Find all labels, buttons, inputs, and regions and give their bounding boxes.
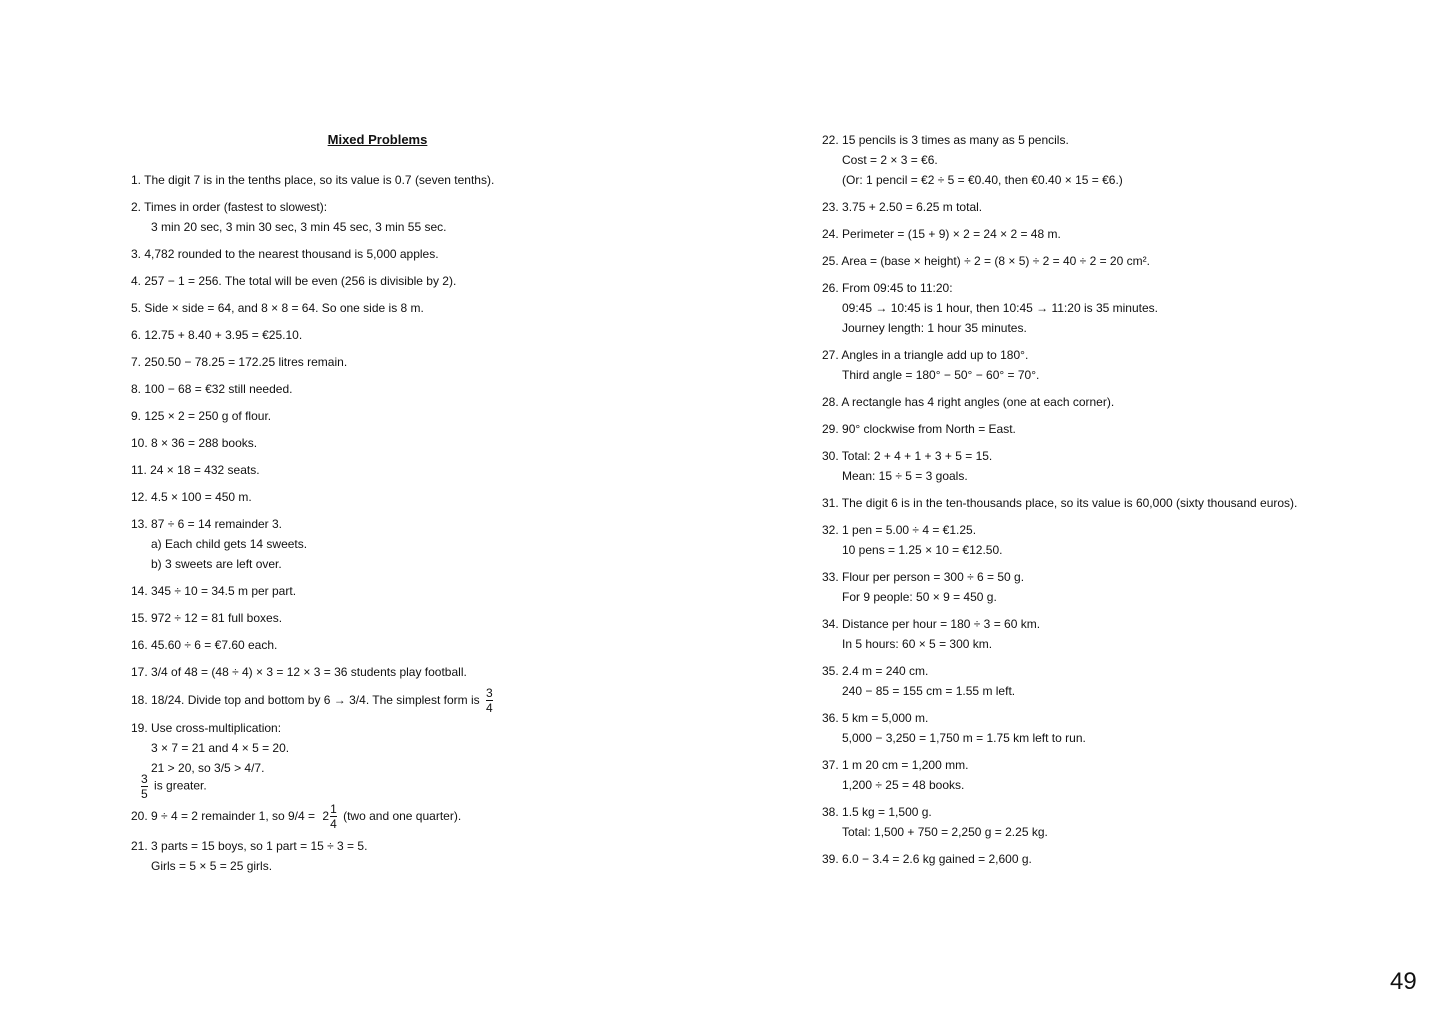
answer-continuation-line: 240 − 85 = 155 cm = 1.55 m left. [842, 684, 1016, 698]
answer-line: 13. 87 ÷ 6 = 14 remainder 3. [131, 517, 283, 531]
answer-continuation-line: In 5 hours: 60 × 5 = 300 km. [842, 637, 993, 651]
answer-item [131, 662, 691, 682]
answer-item [131, 581, 691, 601]
answer-item [131, 197, 691, 237]
answer-line: 11. 24 × 18 = 432 seats. [131, 463, 260, 477]
answer-continuation-line: Cost = 2 × 3 = €6. [842, 153, 938, 167]
answer-line: 12. 4.5 × 100 = 450 m. [131, 490, 252, 504]
item-20-post: (two and one quarter). [343, 809, 462, 823]
item-19-line-2: 3 × 7 = 21 and 4 × 5 = 20. [151, 741, 290, 755]
answer-item [822, 278, 1422, 338]
answer-item [822, 614, 1422, 654]
answer-line: 1. The digit 7 is in the tenths place, so its value is 0.7 (seven tenths). [131, 173, 495, 187]
answer-item-19 [131, 718, 691, 801]
answer-continuation-line: a) Each child gets 14 sweets. [151, 537, 308, 551]
answer-item-21 [131, 836, 691, 876]
answer-line: 6. 12.75 + 8.40 + 3.95 = €25.10. [131, 328, 303, 342]
answer-item [131, 170, 691, 190]
item-20-pre: 20. 9 ÷ 4 = 2 remainder 1, so 9/4 = [131, 809, 316, 823]
answer-item [131, 271, 691, 291]
answer-continuation-line: Third angle = 180° − 50° − 60° = 70°. [842, 368, 1040, 382]
item-19-line-3: 21 > 20, so 3/5 > 4/7. [151, 761, 265, 775]
answer-item [822, 419, 1422, 439]
answer-item [131, 487, 691, 507]
answer-item [822, 197, 1422, 217]
answer-item [822, 849, 1422, 869]
page-number: 49 [1390, 968, 1417, 995]
answer-line: 17. 3/4 of 48 = (48 ÷ 4) × 3 = 12 × 3 = 36 students play football. [131, 665, 467, 679]
answer-continuation-line: 1,200 ÷ 25 = 48 books. [842, 778, 965, 792]
answer-line: 4. 257 − 1 = 256. The total will be even (256 is divisible by 2). [131, 274, 457, 288]
answer-line: 31. The digit 6 is in the ten-thousands place, so its value is 60,000 (sixty thousand euros). [822, 496, 1298, 510]
answer-item [822, 493, 1422, 513]
answer-continuation-line: 10 pens = 1.25 × 10 = €12.50. [842, 543, 1003, 557]
answer-line: 32. 1 pen = 5.00 ÷ 4 = €1.25. [822, 523, 977, 537]
answer-item [822, 446, 1422, 486]
left-column [131, 130, 691, 883]
answer-line: 29. 90° clockwise from North = East. [822, 422, 1016, 436]
fraction-3-5 [141, 772, 148, 801]
answer-item [822, 345, 1422, 385]
answer-item [131, 244, 691, 264]
answer-item [131, 325, 691, 345]
answer-item [822, 130, 1422, 190]
answer-item [822, 708, 1422, 748]
answer-item [131, 352, 691, 372]
answer-continuation-line: b) 3 sweets are left over. [151, 557, 282, 571]
answer-item [822, 802, 1422, 842]
answer-item [131, 433, 691, 453]
fraction-numerator: 1 [330, 802, 337, 817]
fraction-numerator: 3 [141, 772, 148, 786]
answer-item-18 [131, 685, 691, 715]
fraction-1-4 [330, 802, 337, 831]
item-21-line-2: Girls = 5 × 5 = 25 girls. [151, 859, 273, 873]
answer-item [822, 251, 1422, 271]
answer-continuation-line: For 9 people: 50 × 9 = 450 g. [842, 590, 997, 604]
item-18-text: 18. 18/24. Divide top and bottom by 6 → 3/4. The simplest form is [131, 693, 480, 707]
answer-continuation-line: 5,000 − 3,250 = 1,750 m = 1.75 km left to run. [842, 731, 1086, 745]
answer-continuation-line: Journey length: 1 hour 35 minutes. [842, 321, 1027, 335]
fraction-denominator: 4 [330, 817, 337, 832]
answer-line: 35. 2.4 m = 240 cm. [822, 664, 929, 678]
answer-line: 7. 250.50 − 78.25 = 172.25 litres remain. [131, 355, 348, 369]
answer-line: 10. 8 × 36 = 288 books. [131, 436, 258, 450]
answer-line: 38. 1.5 kg = 1,500 g. [822, 805, 932, 819]
answer-line: 16. 45.60 ÷ 6 = €7.60 each. [131, 638, 278, 652]
fraction-3-4 [486, 686, 493, 715]
answer-line: 37. 1 m 20 cm = 1,200 mm. [822, 758, 969, 772]
page-title: Mixed Problems [327, 132, 428, 147]
answer-line: 23. 3.75 + 2.50 = 6.25 m total. [822, 200, 983, 214]
mixed-number-whole: 2 [322, 809, 330, 823]
answer-continuation-line: 09:45 → 10:45 is 1 hour, then 10:45 → 11:20 is 35 minutes. [842, 301, 1158, 315]
item-19-line-4: is greater. [154, 778, 207, 793]
answer-line: 33. Flour per person = 300 ÷ 6 = 50 g. [822, 570, 1025, 584]
answer-item [822, 755, 1422, 795]
answer-line: 9. 125 × 2 = 250 g of flour. [131, 409, 272, 423]
answer-item [822, 567, 1422, 607]
item-19-line-1: 19. Use cross-multiplication: [131, 721, 282, 735]
answer-item [131, 460, 691, 480]
answer-line: 8. 100 − 68 = €32 still needed. [131, 382, 293, 396]
answer-item [822, 392, 1422, 412]
answer-item [822, 224, 1422, 244]
right-answer-list [822, 130, 1422, 869]
answer-line: 15. 972 ÷ 12 = 81 full boxes. [131, 611, 283, 625]
fraction-numerator: 3 [485, 686, 493, 701]
answer-line: 26. From 09:45 to 11:20: [822, 281, 953, 295]
answer-line: 36. 5 km = 5,000 m. [822, 711, 929, 725]
answer-item [822, 661, 1422, 701]
answer-item [131, 406, 691, 426]
answer-line: 3. 4,782 rounded to the nearest thousand is 5,000 apples. [131, 247, 439, 261]
right-column [822, 130, 1422, 876]
answer-line: 14. 345 ÷ 10 = 34.5 m per part. [131, 584, 297, 598]
fraction-denominator: 4 [485, 701, 493, 716]
answer-item [131, 608, 691, 628]
answer-continuation-line: 3 min 20 sec, 3 min 30 sec, 3 min 45 sec, 3 min 55 sec. [151, 220, 447, 234]
answer-item [131, 514, 691, 574]
answer-line: 27. Angles in a triangle add up to 180°. [822, 348, 1029, 362]
answer-item [131, 379, 691, 399]
answer-line: 24. Perimeter = (15 + 9) × 2 = 24 × 2 = 48 m. [822, 227, 1061, 241]
answer-line: 22. 15 pencils is 3 times as many as 5 pencils. [822, 133, 1069, 147]
answer-continuation-line: Mean: 15 ÷ 5 = 3 goals. [842, 469, 968, 483]
answer-line: 5. Side × side = 64, and 8 × 8 = 64. So one side is 8 m. [131, 301, 424, 315]
answer-continuation-line: (Or: 1 pencil = €2 ÷ 5 = €0.40, then €0.40 × 15 = €6.) [842, 173, 1123, 187]
item-21-line-1: 21. 3 parts = 15 boys, so 1 part = 15 ÷ 3 = 5. [131, 839, 368, 853]
answer-line: 2. Times in order (fastest to slowest): [131, 200, 328, 214]
answer-line: 28. A rectangle has 4 right angles (one at each corner). [822, 395, 1115, 409]
answer-item-20 [131, 801, 691, 831]
answer-item [131, 298, 691, 318]
answer-line: 30. Total: 2 + 4 + 1 + 3 + 5 = 15. [822, 449, 993, 463]
fraction-denominator: 5 [141, 787, 148, 801]
answer-item [822, 520, 1422, 560]
answer-continuation-line: Total: 1,500 + 750 = 2,250 g = 2.25 kg. [842, 825, 1048, 839]
answer-line: 39. 6.0 − 3.4 = 2.6 kg gained = 2,600 g. [822, 852, 1032, 866]
answer-line: 25. Area = (base × height) ÷ 2 = (8 × 5) ÷ 2 = 40 ÷ 2 = 20 cm². [822, 254, 1150, 268]
answer-line: 34. Distance per hour = 180 ÷ 3 = 60 km. [822, 617, 1041, 631]
answer-item [131, 635, 691, 655]
left-answer-list [131, 170, 691, 682]
